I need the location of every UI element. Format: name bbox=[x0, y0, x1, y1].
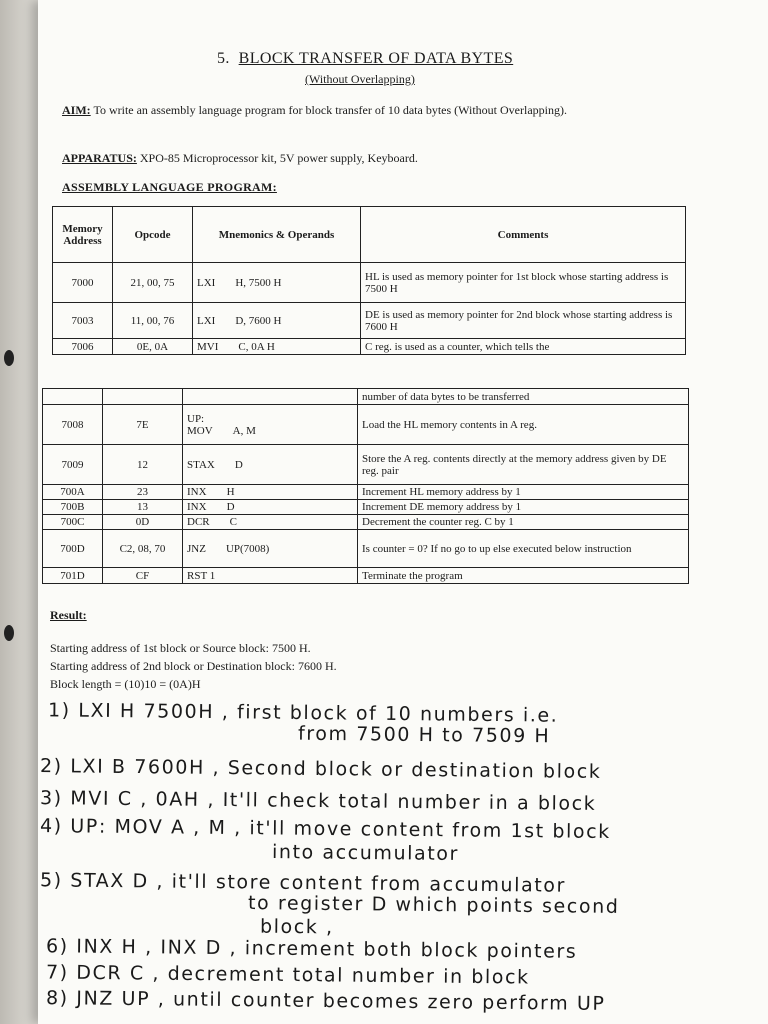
handwritten-note: 1) LXI H 7500H , first block of 10 numbers i.e. bbox=[47, 699, 559, 727]
cell-address: 700B bbox=[43, 500, 103, 515]
header-address: Memory Address bbox=[53, 207, 113, 263]
handwritten-note: to register D which points second bbox=[247, 892, 620, 918]
cell-address: 7000 bbox=[53, 263, 113, 303]
instruction-operand: D, 7600 H bbox=[235, 314, 282, 327]
cell-opcode: CF bbox=[103, 568, 183, 584]
handwritten-note: into accumulator bbox=[271, 841, 460, 865]
cell-address: 700C bbox=[43, 515, 103, 530]
program-table-part-2 bbox=[42, 388, 689, 584]
cell-opcode: 0E, 0A bbox=[113, 339, 193, 355]
cell-address: 700D bbox=[43, 530, 103, 568]
table-row bbox=[53, 263, 686, 303]
binder-hole bbox=[4, 625, 14, 641]
cell-address: 700A bbox=[43, 485, 103, 500]
result-line-2: Starting address of 2nd block or Destination block: 7600 H. bbox=[50, 659, 337, 673]
table-row bbox=[43, 500, 689, 515]
instruction-operand: C, 0A H bbox=[238, 340, 275, 353]
instruction-operand: D bbox=[226, 501, 235, 513]
binder-hole bbox=[4, 350, 14, 366]
instruction-operand: D bbox=[234, 458, 243, 471]
handwritten-note: 2) LXI B 7600H , Second block or destination block bbox=[39, 755, 602, 783]
instruction-mnemonic: MVI bbox=[197, 340, 219, 353]
table-row bbox=[43, 405, 689, 445]
cell-opcode: 12 bbox=[103, 445, 183, 485]
cell-mnemonic bbox=[193, 339, 361, 355]
page-title: 5. BLOCK TRANSFER OF DATA BYTES bbox=[217, 50, 514, 67]
instruction-mnemonic: MOV bbox=[187, 424, 213, 437]
cell-comment: C reg. is used as a counter, which tells the bbox=[361, 339, 686, 355]
cell-opcode: 23 bbox=[103, 485, 183, 500]
cell-opcode bbox=[103, 389, 183, 405]
instruction-operand: H bbox=[226, 486, 235, 498]
cell-comment: Terminate the program bbox=[358, 568, 689, 584]
cell-opcode: C2, 08, 70 bbox=[103, 530, 183, 568]
table-row bbox=[43, 530, 689, 568]
page-subtitle: (Without Overlapping) bbox=[305, 72, 415, 86]
instruction-label: UP: bbox=[187, 412, 205, 425]
cell-comment: Increment HL memory address by 1 bbox=[358, 485, 689, 500]
cell-address bbox=[43, 389, 103, 405]
cell-comment: Increment DE memory address by 1 bbox=[358, 500, 689, 515]
instruction-mnemonic: RST 1 bbox=[187, 569, 216, 582]
cell-mnemonic bbox=[183, 405, 358, 445]
handwritten-note: from 7500 H to 7509 H bbox=[297, 722, 551, 748]
cell-comment: Decrement the counter reg. C by 1 bbox=[358, 515, 689, 530]
header-opcode: Opcode bbox=[113, 207, 193, 263]
cell-address: 7006 bbox=[53, 339, 113, 355]
cell-opcode: 11, 00, 76 bbox=[113, 303, 193, 339]
cell-mnemonic bbox=[183, 530, 358, 568]
cell-address: 7008 bbox=[43, 405, 103, 445]
cell-mnemonic bbox=[193, 263, 361, 303]
table-row bbox=[43, 485, 689, 500]
instruction-mnemonic: LXI bbox=[197, 314, 216, 327]
handwritten-note: 6) INX H , INX D , increment both block pointers bbox=[45, 935, 578, 963]
program-heading: ASSEMBLY LANGUAGE PROGRAM: bbox=[62, 180, 277, 194]
cell-comment: Store the A reg. contents directly at the memory address given by DE reg. pair bbox=[358, 445, 689, 485]
instruction-operand: UP(7008) bbox=[225, 542, 270, 555]
cell-opcode: 13 bbox=[103, 500, 183, 515]
cell-comment: DE is used as memory pointer for 2nd block whose starting address is 7600 H bbox=[361, 303, 686, 339]
instruction-mnemonic: LXI bbox=[197, 276, 216, 289]
instruction-operand: H, 7500 H bbox=[235, 276, 282, 289]
instruction-mnemonic: STAX bbox=[187, 458, 215, 471]
handwritten-note: 3) MVI C , 0AH , It'll check total number in a block bbox=[39, 787, 597, 815]
cell-address: 701D bbox=[43, 568, 103, 584]
cell-address: 7009 bbox=[43, 445, 103, 485]
instruction-mnemonic: JNZ bbox=[187, 542, 206, 555]
cell-mnemonic bbox=[183, 445, 358, 485]
instruction-operand: A, M bbox=[232, 424, 256, 437]
apparatus-paragraph: APPARATUS: XPO-85 Microprocessor kit, 5V power supply, Keyboard. bbox=[62, 151, 418, 165]
cell-opcode: 21, 00, 75 bbox=[113, 263, 193, 303]
cell-opcode: 0D bbox=[103, 515, 183, 530]
cell-comment: number of data bytes to be transferred bbox=[358, 389, 689, 405]
cell-mnemonic bbox=[193, 303, 361, 339]
instruction-mnemonic: INX bbox=[187, 501, 207, 513]
table-row bbox=[43, 389, 689, 405]
cell-comment: HL is used as memory pointer for 1st block whose starting address is 7500 H bbox=[361, 263, 686, 303]
handwritten-note: block , bbox=[259, 915, 334, 939]
cell-mnemonic bbox=[183, 485, 358, 500]
handwritten-note: 5) STAX D , it'll store content from accumulator bbox=[39, 869, 567, 897]
handwritten-note: 4) UP: MOV A , M , it'll move content from 1st block bbox=[39, 815, 611, 843]
table-row bbox=[43, 445, 689, 485]
table-row bbox=[43, 515, 689, 530]
cell-comment: Load the HL memory contents in A reg. bbox=[358, 405, 689, 445]
result-line-3: Block length = (10)10 = (0A)H bbox=[50, 677, 201, 691]
cell-address: 7003 bbox=[53, 303, 113, 339]
cell-mnemonic bbox=[183, 568, 358, 584]
handwritten-note: 8) JNZ UP , until counter becomes zero perform UP bbox=[45, 987, 606, 1015]
cell-opcode: 7E bbox=[103, 405, 183, 445]
instruction-mnemonic: DCR bbox=[187, 516, 210, 528]
cell-mnemonic bbox=[183, 389, 358, 405]
instruction-mnemonic: INX bbox=[187, 486, 207, 498]
header-comments: Comments bbox=[361, 207, 686, 263]
table-row bbox=[53, 339, 686, 355]
instruction-operand: C bbox=[229, 516, 237, 528]
table-row bbox=[53, 303, 686, 339]
result-line-1: Starting address of 1st block or Source block: 7500 H. bbox=[50, 641, 311, 655]
table-row bbox=[43, 568, 689, 584]
result-heading: Result: bbox=[50, 608, 87, 622]
aim-paragraph: AIM: To write an assembly language program for block transfer of 10 data bytes (Without Overlapping). bbox=[62, 103, 567, 117]
program-table-part-1 bbox=[52, 206, 686, 355]
header-mnemonics: Mnemonics & Operands bbox=[193, 207, 361, 263]
handwritten-note: 7) DCR C , decrement total number in block bbox=[45, 961, 530, 989]
cell-comment: Is counter = 0? If no go to up else executed below instruction bbox=[358, 530, 689, 568]
cell-mnemonic bbox=[183, 515, 358, 530]
cell-mnemonic bbox=[183, 500, 358, 515]
